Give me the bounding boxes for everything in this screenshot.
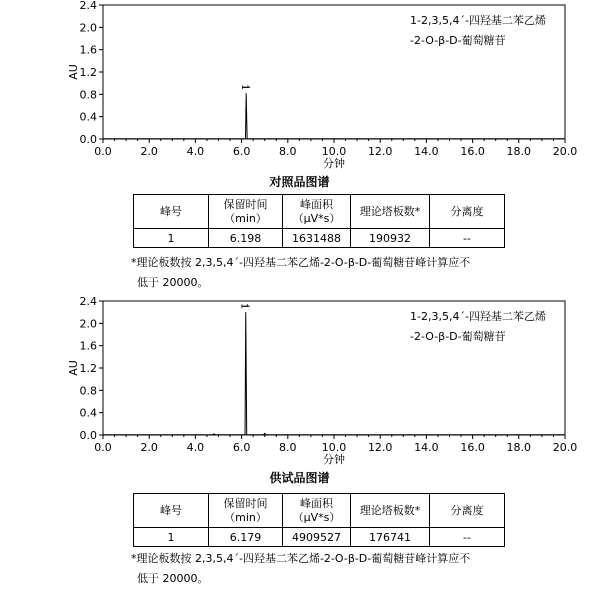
sample-chromatogram	[0, 296, 599, 466]
footnote-line-1: *理论板数按 2,3,5,4´-四羟基二苯乙烯-2-O-β-D-葡萄糖苷峰计算应不	[131, 552, 471, 565]
cell-peak-area: 1631488	[283, 229, 351, 248]
compound-label: -2-O-β-D-葡萄糖苷	[410, 34, 506, 47]
x-tick-label: 20.0	[552, 441, 578, 454]
table-row	[134, 229, 505, 248]
cell-peak-area: 4909527	[283, 528, 351, 547]
x-tick-label: 6.0	[232, 441, 251, 454]
col-retention: 保留时间 （min）	[209, 494, 283, 528]
x-tick-label: 18.0	[506, 441, 532, 454]
x-tick-label: 20.0	[552, 145, 578, 158]
y-tick-label: 2.0	[79, 21, 97, 35]
y-tick-label: 0.8	[79, 384, 97, 398]
chromatogram-trace	[103, 93, 565, 139]
cell-retention: 6.198	[209, 229, 283, 248]
col-resolution: 分离度	[430, 195, 505, 229]
x-tick-label: 18.0	[506, 145, 532, 158]
sample-results-table	[133, 493, 505, 547]
x-tick-label: 12.0	[367, 441, 393, 454]
peak-label: 1	[238, 303, 249, 310]
col-retention: 保留时间 （min）	[209, 195, 283, 229]
x-tick-label: 10.0	[321, 441, 347, 454]
y-tick-label: 1.2	[79, 362, 97, 375]
reference-chart-title: 对照品图谱	[269, 175, 330, 189]
x-tick-label: 0.0	[94, 145, 112, 158]
cell-plates: 190932	[351, 229, 430, 248]
col-plates: 理论塔板数*	[351, 494, 430, 528]
x-tick-label: 8.0	[279, 145, 297, 158]
x-axis-label: 分钟	[323, 157, 345, 170]
cell-peak-no: 1	[134, 229, 209, 248]
sample-footnote	[131, 549, 470, 589]
col-peak-area: 峰面积 （μV*s）	[283, 494, 351, 528]
y-tick-label: 2.4	[79, 295, 97, 308]
peak-label: 1	[239, 84, 250, 91]
y-tick-label: 0.0	[79, 133, 97, 146]
x-tick-label: 2.0	[140, 145, 158, 158]
cell-resolution: --	[430, 528, 505, 547]
x-tick-label: 10.0	[321, 145, 347, 158]
x-tick-label: 0.0	[94, 441, 112, 454]
reference-footnote	[131, 253, 470, 293]
y-tick-label: 1.6	[79, 339, 97, 353]
cell-retention: 6.179	[209, 528, 283, 547]
y-tick-label: 1.2	[79, 66, 97, 79]
x-tick-label: 16.0	[460, 441, 485, 454]
reference-chromatogram	[0, 0, 599, 170]
cell-resolution: --	[430, 229, 505, 248]
col-peak-no: 峰号	[134, 195, 209, 229]
col-plates: 理论塔板数*	[351, 195, 430, 229]
x-tick-label: 4.0	[186, 441, 205, 454]
y-tick-label: 0.4	[79, 110, 97, 124]
compound-label: -2-O-β-D-葡萄糖苷	[410, 330, 506, 343]
x-tick-label: 8.0	[279, 441, 297, 454]
x-tick-label: 12.0	[367, 145, 393, 158]
compound-label: 1-2,3,5,4´-四羟基二苯乙烯	[410, 310, 546, 323]
x-tick-label: 14.0	[414, 441, 439, 454]
x-tick-label: 14.0	[414, 145, 439, 158]
x-axis-label: 分钟	[323, 453, 345, 466]
y-tick-label: 2.4	[79, 0, 97, 12]
footnote-line-1: *理论板数按 2,3,5,4´-四羟基二苯乙烯-2-O-β-D-葡萄糖苷峰计算应不	[131, 256, 471, 269]
y-tick-label: 0.4	[79, 406, 97, 420]
col-peak-no: 峰号	[134, 494, 209, 528]
col-peak-area: 峰面积 （μV*s）	[283, 195, 351, 229]
sample-chart-title: 供试品图谱	[269, 471, 330, 485]
x-tick-label: 4.0	[186, 145, 205, 158]
sample-panel	[0, 296, 599, 592]
reference-results-table	[133, 194, 505, 248]
y-tick-label: 2.0	[79, 317, 97, 331]
x-tick-label: 16.0	[460, 145, 485, 158]
cell-plates: 176741	[351, 528, 430, 547]
y-tick-label: 0.0	[79, 429, 97, 442]
x-tick-label: 6.0	[232, 145, 251, 158]
footnote-line-2: 低于 20000。	[137, 572, 209, 585]
y-tick-label: 1.6	[79, 43, 97, 57]
y-axis-label: AU	[67, 64, 80, 80]
table-header-row	[134, 195, 505, 229]
y-tick-label: 0.8	[79, 88, 97, 102]
col-resolution: 分离度	[430, 494, 505, 528]
table-row	[134, 528, 505, 547]
table-header-row	[134, 494, 505, 528]
cell-peak-no: 1	[134, 528, 209, 547]
footnote-line-2: 低于 20000。	[137, 276, 209, 289]
y-axis-label: AU	[67, 360, 80, 376]
compound-label: 1-2,3,5,4´-四羟基二苯乙烯	[410, 14, 546, 27]
x-tick-label: 2.0	[140, 441, 158, 454]
